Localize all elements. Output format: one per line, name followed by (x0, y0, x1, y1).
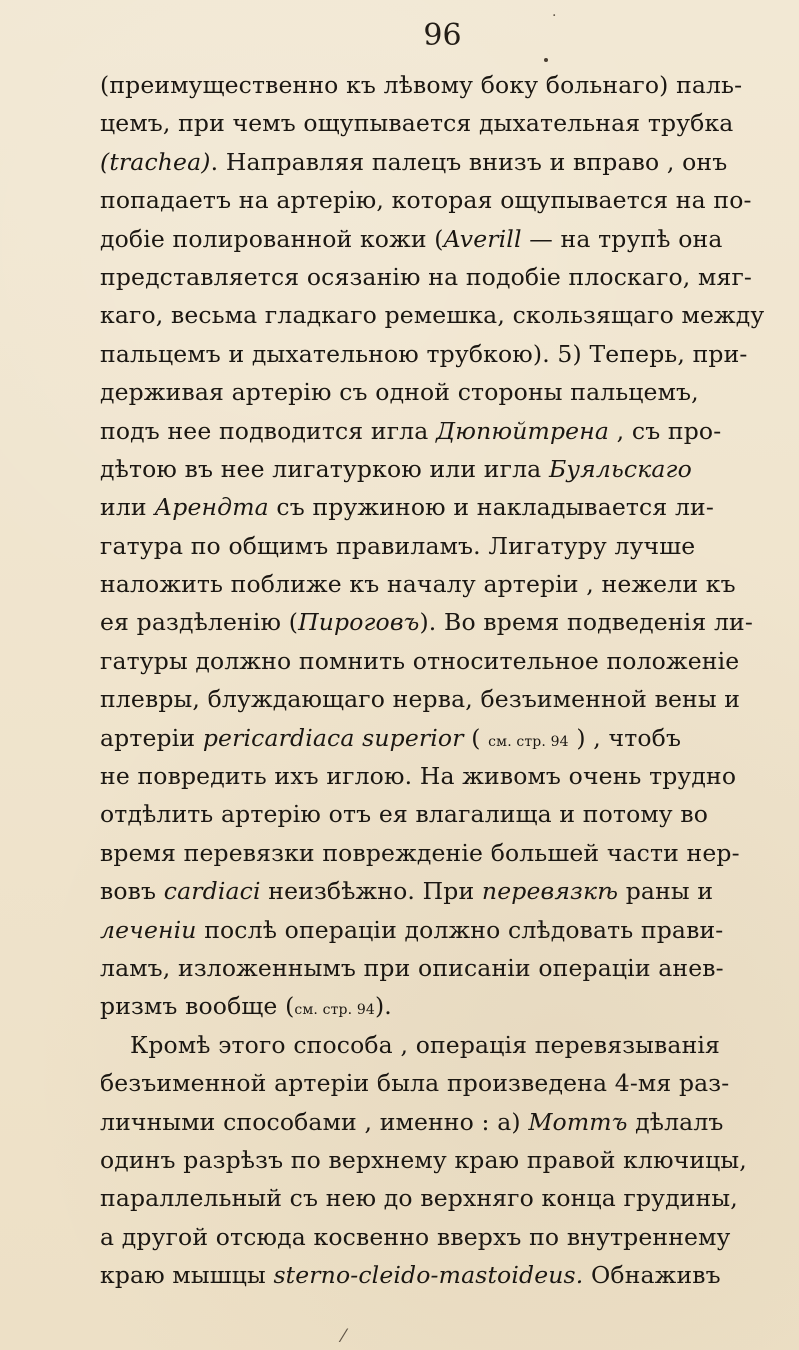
text-line (100, 795, 785, 833)
text-segment: плевры, блуждающаго нерва, безъименной вены и (100, 685, 741, 714)
text-segment: cardiaci (163, 877, 261, 906)
text-segment: Обнаживъ (583, 1261, 721, 1290)
text-segment: ). Во время подведенія ли- (419, 608, 753, 637)
text-line (100, 220, 785, 258)
text-line (100, 603, 785, 641)
text-line (100, 911, 785, 949)
text-line (100, 642, 785, 680)
page-text (100, 66, 785, 1295)
text-line (100, 412, 785, 450)
text-line (100, 949, 785, 987)
ink-dot (544, 58, 548, 62)
text-line (100, 1141, 785, 1179)
text-segment: время перевязки поврежденіе большей части нер- (100, 838, 740, 867)
text-segment: не повредить ихъ иглою. На живомъ очень трудно (100, 762, 737, 791)
text-segment: каго, весьма гладкаго ремешка, скользящаго между (100, 301, 765, 330)
text-segment: подъ нее подводится игла (100, 416, 437, 445)
text-segment: представляется осязанію на подобіе плоскаго, мяг- (100, 262, 752, 291)
text-segment: наложить поближе къ началу артеріи , нежели къ (100, 570, 736, 599)
text-segment: а другой отсюда косвенно вверхъ по внутреннему (100, 1222, 731, 1251)
text-segment: краю мышцы (100, 1261, 274, 1290)
text-segment: Пироговъ (298, 608, 420, 637)
text-segment: послѣ операціи должно слѣдовать прави- (196, 915, 724, 944)
text-segment: pericardiaca superior (202, 723, 464, 752)
text-segment: личными способами , именно : а) (100, 1107, 529, 1136)
text-segment: отдѣлить артерію отъ ея влагалища и потому во (100, 800, 709, 829)
text-line (100, 1179, 785, 1217)
text-line (100, 335, 785, 373)
text-segment: дѣтою въ нее лигатуркою или игла (100, 454, 549, 483)
text-segment: см. стр. 94 (488, 733, 569, 750)
text-segment: ) , чтобъ (568, 723, 682, 752)
text-line (100, 1026, 785, 1064)
text-segment: (преимущественно къ лѣвому боку больнаго) паль- (100, 71, 743, 99)
text-segment: Моттъ (528, 1107, 628, 1136)
paper-mark: ⁄ (342, 1326, 346, 1347)
text-segment: гатуры должно помнить относительное положеніе (100, 646, 740, 675)
text-segment: безъименной артеріи была произведена 4-мя раз- (100, 1069, 730, 1098)
text-segment: — на трупѣ она (521, 224, 723, 253)
text-segment: . Направляя палецъ внизъ и вправо , онъ (210, 147, 728, 176)
text-segment: (trachea) (100, 147, 211, 176)
text-line (100, 757, 785, 795)
text-segment: ( (463, 723, 489, 752)
text-line (100, 450, 785, 488)
text-line (100, 1218, 785, 1256)
text-line (100, 258, 785, 296)
text-line (100, 488, 785, 526)
text-segment: держивая артерію съ одной стороны пальцемъ, (100, 378, 699, 407)
text-segment: леченіи (100, 915, 197, 944)
text-segment: см. стр. 94 (294, 1002, 375, 1019)
text-segment: ). (374, 992, 392, 1021)
text-segment: вовъ (100, 877, 164, 906)
text-segment: или (100, 493, 155, 522)
text-line (100, 181, 785, 219)
text-line (100, 66, 785, 104)
text-line (100, 527, 785, 565)
text-line (100, 104, 785, 142)
text-segment: перевязкѣ (481, 877, 619, 906)
text-line (100, 680, 785, 718)
text-segment: неизбѣжно. При (260, 877, 482, 906)
text-segment: Averill (443, 224, 522, 253)
text-segment: ея раздѣленію ( (100, 608, 299, 637)
text-segment: ризмъ вообще ( (100, 992, 295, 1021)
text-line (100, 565, 785, 603)
text-line (100, 1064, 785, 1102)
paper-speck: · (552, 8, 557, 24)
text-segment: , съ про- (609, 416, 722, 445)
text-segment: sterno-cleido-mastoideus. (273, 1261, 584, 1290)
text-segment: попадаетъ на артерію, которая ощупывается на по- (100, 186, 752, 215)
text-line (100, 373, 785, 411)
text-segment: дѣлалъ (627, 1107, 724, 1136)
page-number: 96 (423, 18, 462, 53)
text-segment: одинъ разрѣзъ по верхнему краю правой ключицы, (100, 1145, 747, 1174)
text-line (100, 987, 785, 1025)
text-line (100, 143, 785, 181)
text-segment: раны и (618, 877, 714, 906)
text-segment: гатура по общимъ правиламъ. Лигатуру лучше (100, 531, 696, 560)
text-segment: параллельный съ нею до верхняго конца грудины, (100, 1184, 738, 1213)
text-line (100, 834, 785, 872)
text-segment: цемъ, при чемъ ощупывается дыхательная трубка (100, 109, 734, 138)
text-segment: Буяльскаго (548, 454, 692, 483)
text-segment: Дюпюйтрена (436, 416, 610, 445)
text-segment: пальцемъ и дыхательною трубкою). 5) Теперь, при- (100, 339, 748, 368)
text-line (100, 1103, 785, 1141)
text-segment: артеріи (100, 723, 203, 752)
text-line (100, 872, 785, 910)
text-line (100, 719, 785, 757)
text-segment: съ пружиною и накладывается ли- (268, 493, 714, 522)
text-segment: добіе полированной кожи ( (100, 224, 444, 253)
text-segment: Кромѣ этого способа , операція перевязыванія (130, 1030, 721, 1059)
text-segment: Арендта (154, 493, 269, 522)
text-line (100, 1256, 785, 1294)
text-segment: ламъ, изложеннымъ при описаніи операціи анев- (100, 953, 724, 982)
text-line (100, 296, 785, 334)
